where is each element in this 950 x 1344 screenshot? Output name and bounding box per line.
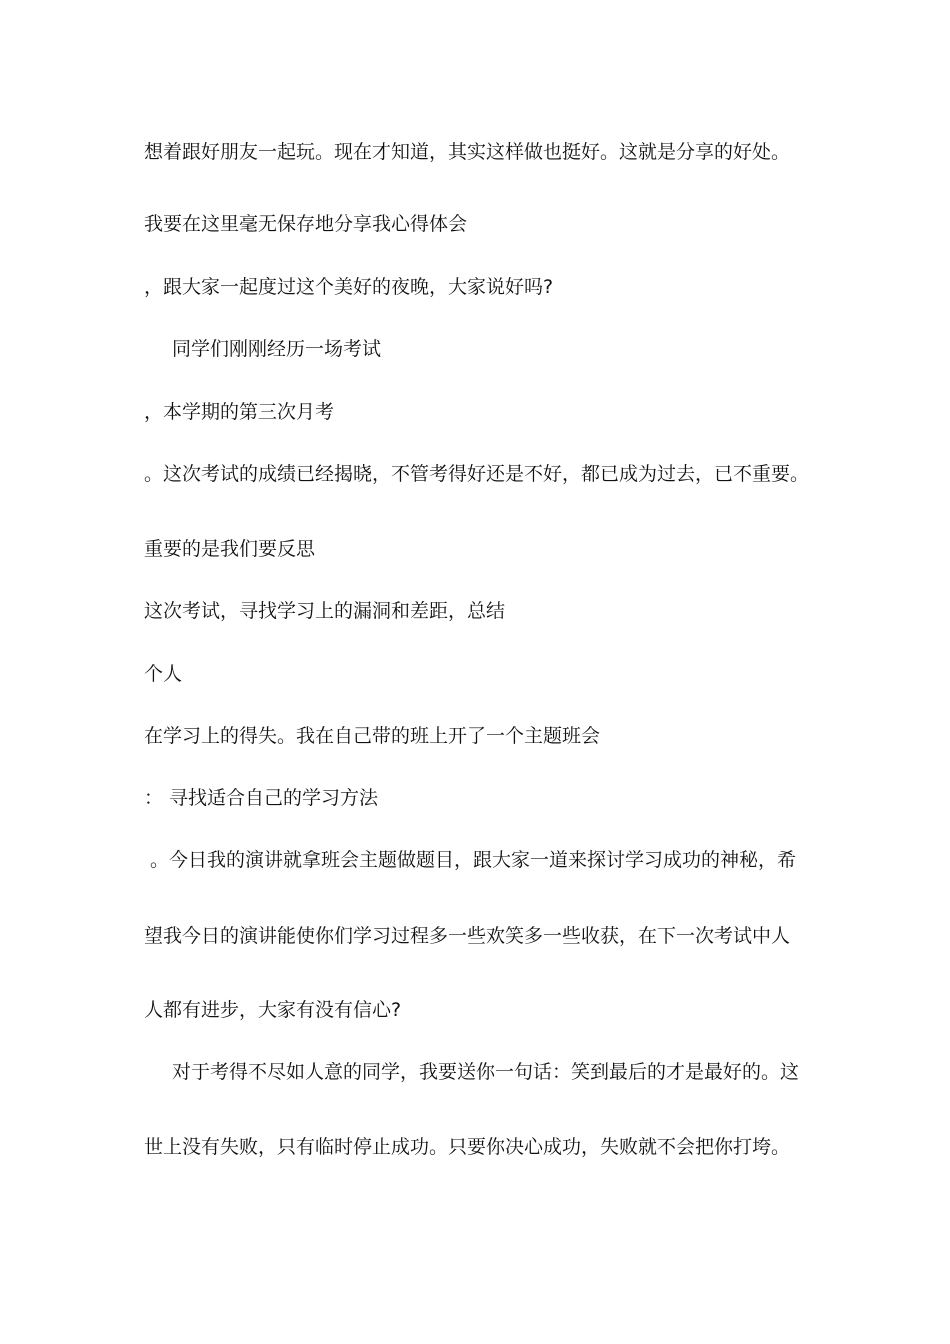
- text-line: ： 寻找适合自己的学习方法: [144, 787, 379, 809]
- text-line: 对于考得不尽如人意的同学，我要送你一句话：笑到最后的才是最好的。这: [172, 1061, 800, 1083]
- text-line: 。这次考试的成绩已经揭晓，不管考得好还是不好，都已成为过去，已不重要。: [144, 463, 810, 485]
- text-line: 想着跟好朋友一起玩。现在才知道，其实这样做也挺好。这就是分享的好处。: [144, 141, 791, 163]
- text-line: 同学们刚刚经历一场考试: [172, 338, 382, 360]
- text-line: 这次考试，寻找学习上的漏洞和差距，总结: [144, 600, 506, 622]
- text-line: 个人: [144, 663, 183, 685]
- text-line: ，跟大家一起度过这个美好的夜晚，大家说好吗?: [144, 276, 554, 298]
- text-line: 望我今日的演讲能使你们学习过程多一些欢笑多一些收获，在下一次考试中人: [144, 925, 791, 947]
- text-line: 我要在这里毫无保存地分享我心得体会: [144, 213, 468, 235]
- text-line: ，本学期的第三次月考: [144, 401, 335, 423]
- text-line: 世上没有失败，只有临时停止成功。只要你决心成功，失败就不会把你打垮。: [144, 1136, 791, 1158]
- text-line: 在学习上的得失。我在自己带的班上开了一个主题班会: [144, 725, 601, 747]
- text-line: 重要的是我们要反思: [144, 538, 316, 560]
- text-line: 人都有进步，大家有没有信心?: [144, 999, 402, 1021]
- text-line: 。今日我的演讲就拿班会主题做题目，跟大家一道来探讨学习成功的神秘，希: [150, 849, 797, 871]
